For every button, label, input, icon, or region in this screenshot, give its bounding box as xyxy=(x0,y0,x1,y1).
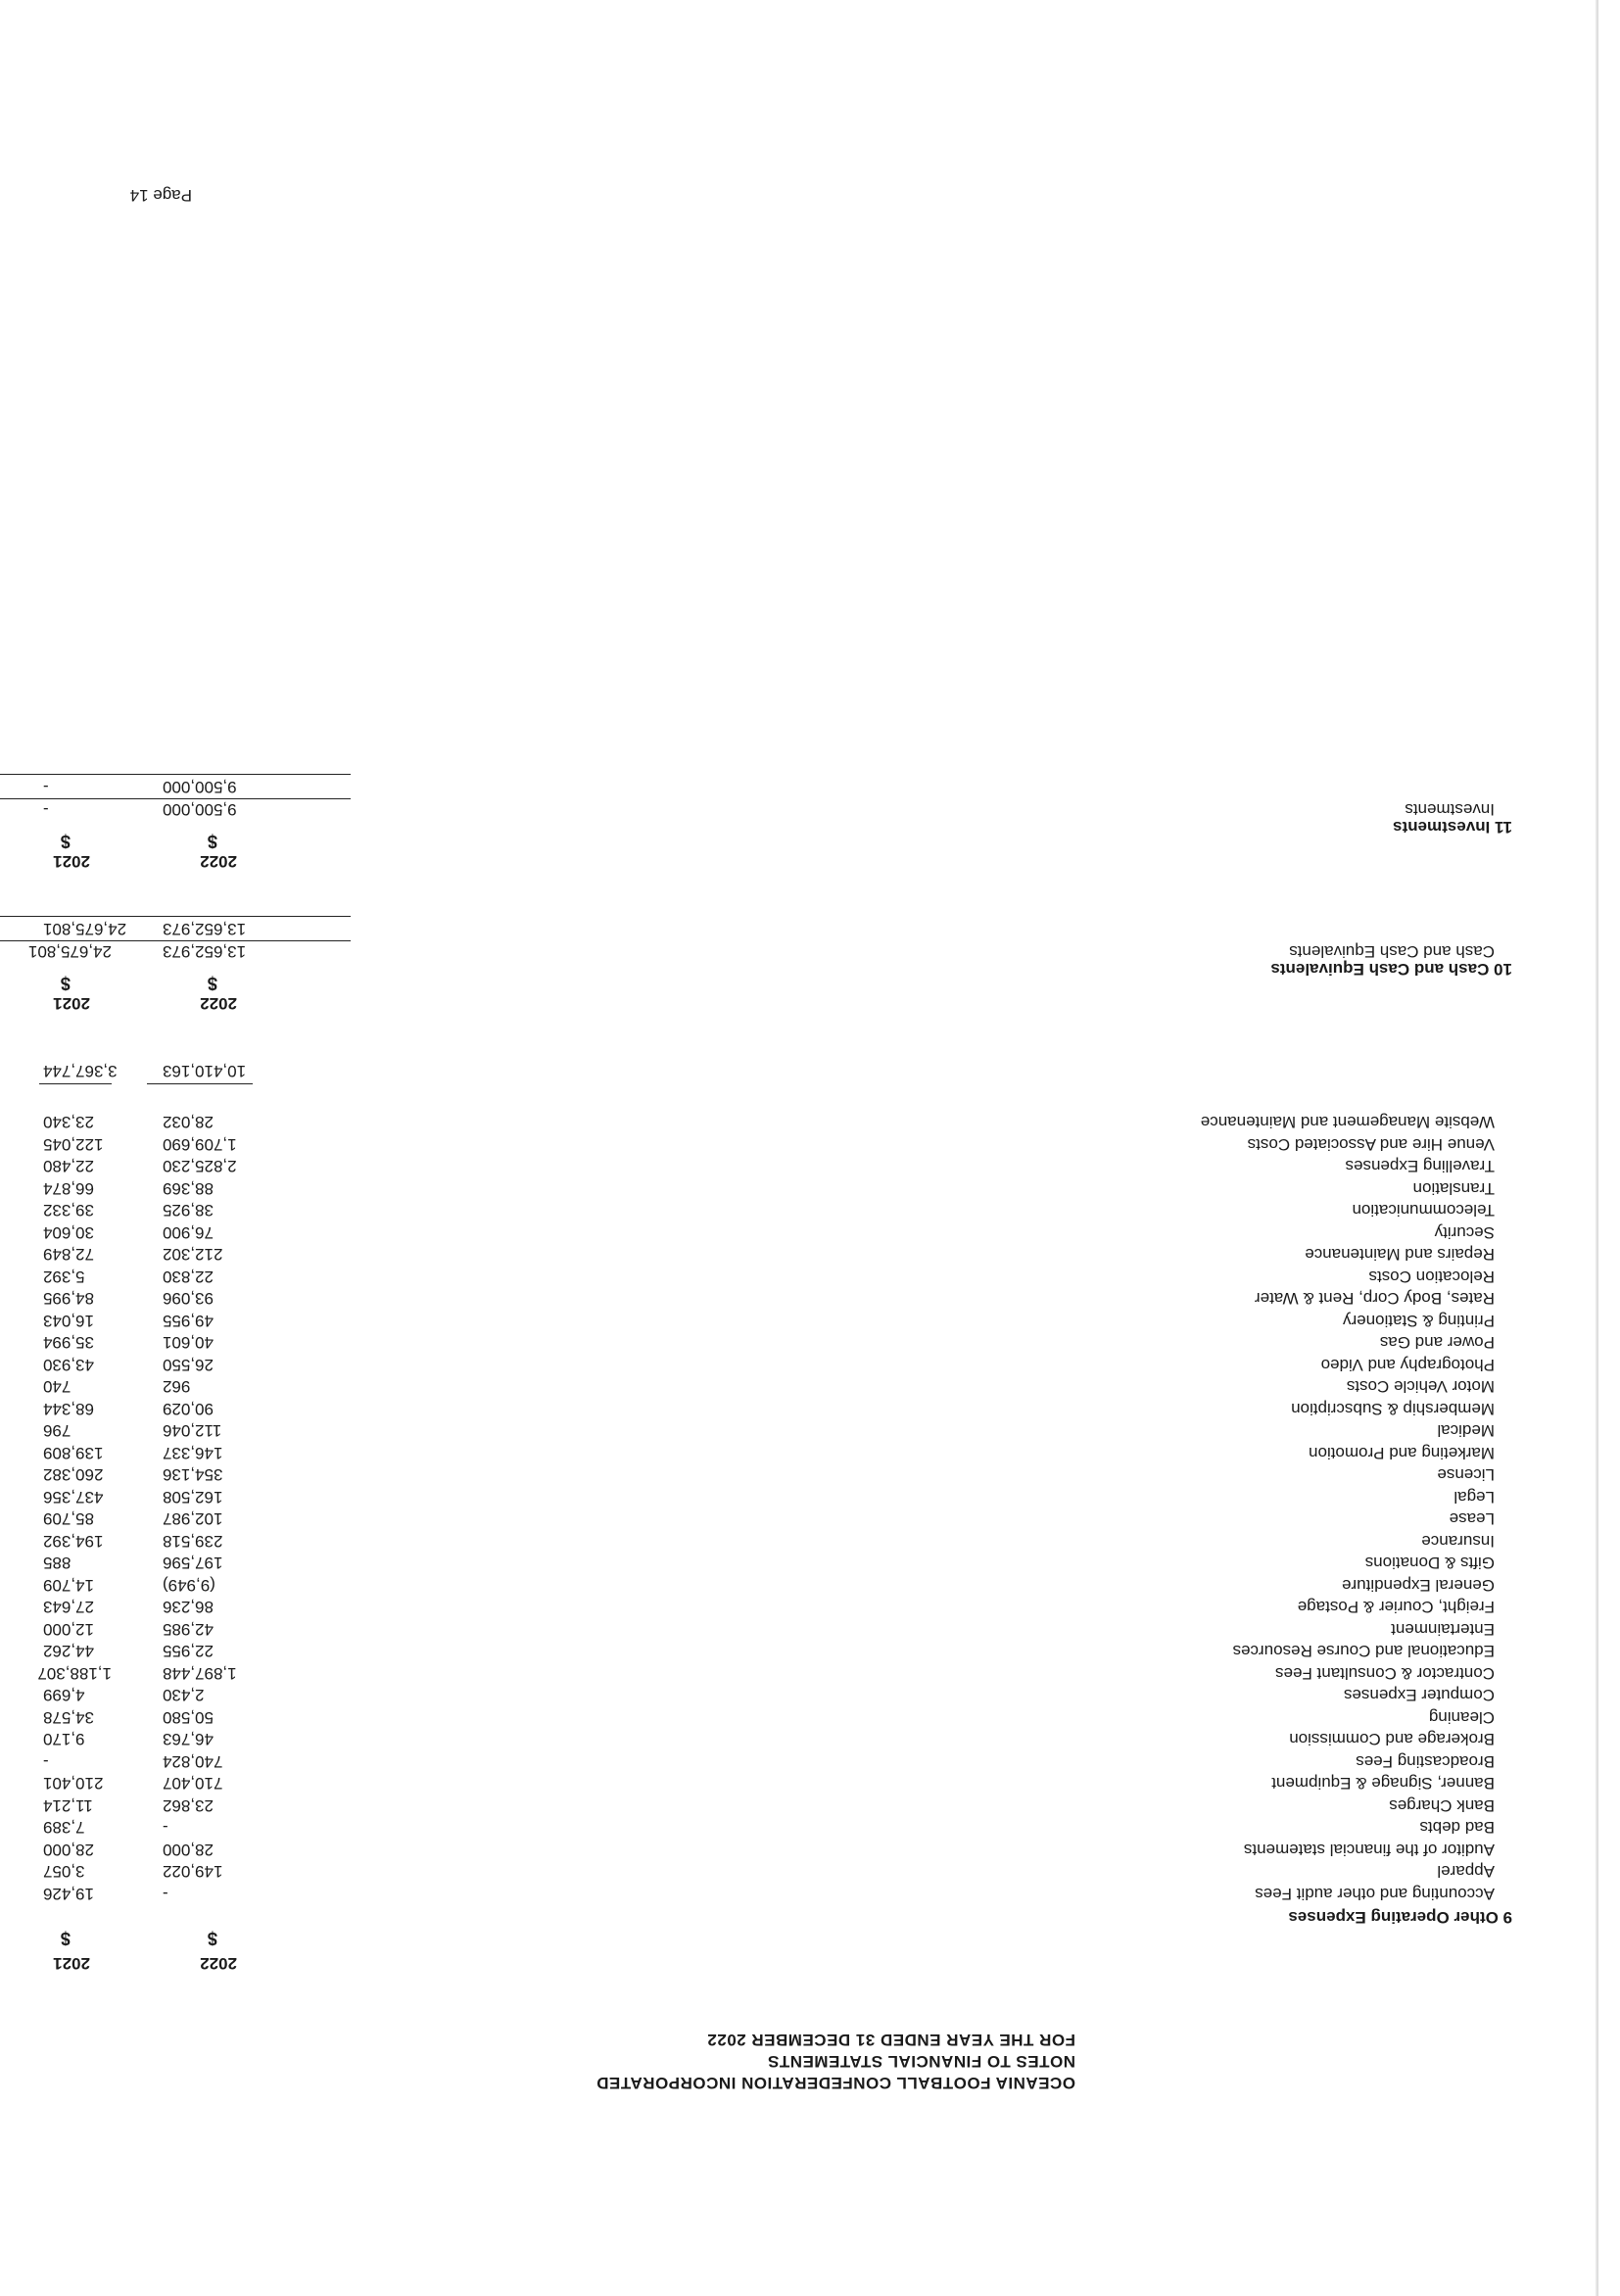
table-row xyxy=(43,1816,1512,1838)
table-row xyxy=(43,1309,1512,1330)
table-row xyxy=(43,1353,1512,1374)
row-label: Contractor & Consultant Fees xyxy=(1275,1664,1495,1683)
table-row xyxy=(43,1265,1512,1286)
row-value-2021: 12,000 xyxy=(43,1620,94,1639)
row-value-2022: 40,601 xyxy=(163,1333,214,1353)
row-value-2021: 740 xyxy=(43,1377,71,1397)
table-row xyxy=(43,1705,1512,1727)
note11-total-2021: - xyxy=(43,778,49,796)
row-label: Apparel xyxy=(1437,1862,1495,1882)
row-label: Accounting and other audit Fees xyxy=(1255,1885,1495,1903)
row-label: Travelling Expenses xyxy=(1345,1157,1495,1176)
row-value-2022: 2,430 xyxy=(163,1686,205,1705)
row-value-2022: 1,709,690 xyxy=(163,1135,237,1154)
table-row xyxy=(43,1684,1512,1705)
row-label: Venue Hire and Associated Costs xyxy=(1247,1135,1495,1154)
row-label: Legal xyxy=(1453,1488,1495,1507)
row-label: Brokerage and Commission xyxy=(1289,1730,1495,1749)
row-value-2021: 34,578 xyxy=(43,1708,94,1727)
table-row xyxy=(43,1155,1512,1176)
row-value-2022: (9,949) xyxy=(163,1576,215,1595)
row-label: Repairs and Maintenance xyxy=(1305,1245,1495,1265)
row-label: Motor Vehicle Costs xyxy=(1346,1377,1495,1397)
row-label: Gifts & Donations xyxy=(1364,1554,1495,1573)
row-label: Educational and Course Resources xyxy=(1232,1642,1495,1661)
row-value-2021: 16,043 xyxy=(43,1312,94,1330)
note11-total-2022: 9,500,000 xyxy=(163,778,237,796)
row-value-2022: 146,337 xyxy=(163,1444,223,1462)
row-value-2021: 43,930 xyxy=(43,1356,94,1374)
row-value-2022: 212,302 xyxy=(163,1245,223,1265)
row-value-2022: 86,236 xyxy=(163,1598,214,1617)
row-label: Telecommunication xyxy=(1352,1201,1495,1220)
row-value-2022: 50,580 xyxy=(163,1708,214,1727)
row-value-2021: 28,000 xyxy=(43,1841,94,1859)
table-row xyxy=(43,1640,1512,1661)
row-label: Freight, Courier & Postage xyxy=(1297,1598,1495,1617)
row-value-2022: 22,830 xyxy=(163,1268,214,1286)
row-label: Broadcasting Fees xyxy=(1356,1752,1495,1771)
row-value-2021: 210,401 xyxy=(43,1774,104,1794)
scan-edge-line xyxy=(1596,0,1598,2296)
row-label: Bank Charges xyxy=(1389,1796,1495,1815)
note10-rule-top xyxy=(0,940,351,941)
row-value-2021: 796 xyxy=(43,1421,71,1441)
row-value-2022: 90,029 xyxy=(163,1400,214,1418)
row-value-2021: 27,643 xyxy=(43,1598,94,1617)
note11-title: 11 Investments xyxy=(1393,818,1512,837)
note10-currency-2021: $ xyxy=(60,974,71,993)
table-row xyxy=(43,1220,1512,1242)
row-value-2022: 162,508 xyxy=(163,1488,223,1507)
note11-rule-top xyxy=(0,798,351,799)
row-value-2021: 24,675,801 xyxy=(27,942,112,961)
row-value-2021: 1,188,307 xyxy=(37,1664,112,1683)
table-row xyxy=(37,1661,1512,1683)
row-label: Printing & Stationery xyxy=(1343,1312,1495,1330)
row-value-2021: 194,392 xyxy=(43,1532,104,1551)
row-value-2021: 22,480 xyxy=(43,1157,94,1176)
note9-year-2022: 2022 xyxy=(200,1954,237,1973)
table-row xyxy=(43,1552,1512,1573)
row-value-2021: - xyxy=(43,1752,49,1771)
row-label: Website Management and Maintenance xyxy=(1200,1113,1495,1132)
row-label: Medical xyxy=(1437,1421,1495,1441)
row-value-2022: 76,900 xyxy=(163,1223,214,1242)
row-value-2021: 39,332 xyxy=(43,1201,94,1220)
note9-total-2021: 3,367,744 xyxy=(43,1062,118,1080)
table-row xyxy=(43,1772,1512,1794)
row-value-2021: 85,709 xyxy=(43,1509,94,1529)
row-label: Marketing and Promotion xyxy=(1309,1444,1495,1462)
row-value-2022: 962 xyxy=(163,1377,191,1397)
row-value-2021: - xyxy=(43,800,49,819)
note9-year-2021: 2021 xyxy=(53,1954,90,1973)
note9-rule-2022 xyxy=(147,1083,253,1084)
row-label: Translation xyxy=(1412,1179,1495,1198)
row-value-2022: 22,955 xyxy=(163,1642,214,1661)
row-value-2021: 437,356 xyxy=(43,1488,104,1507)
row-value-2022: 88,369 xyxy=(163,1179,214,1198)
table-row xyxy=(43,1529,1512,1551)
table-row xyxy=(43,1375,1512,1397)
table-row xyxy=(43,1617,1512,1639)
table-row xyxy=(43,1287,1512,1309)
row-value-2022: 112,046 xyxy=(163,1421,222,1441)
row-value-2022: 740,824 xyxy=(163,1752,223,1771)
table-row xyxy=(43,1860,1512,1882)
row-value-2021: 885 xyxy=(43,1554,71,1573)
row-value-2021: 7,389 xyxy=(43,1818,85,1838)
row-value-2022: 239,518 xyxy=(163,1532,223,1551)
note11-year-2021: 2021 xyxy=(53,852,90,871)
row-value-2022: 102,987 xyxy=(163,1509,223,1529)
table-row xyxy=(43,1176,1512,1198)
note10-year-2022: 2022 xyxy=(200,994,237,1013)
row-value-2022: 13,652,973 xyxy=(163,942,247,961)
table-row xyxy=(43,1331,1512,1353)
row-label: General Expenditure xyxy=(1342,1576,1495,1595)
note11-currency-2022: $ xyxy=(207,832,217,851)
row-label: Entertainment xyxy=(1391,1620,1495,1639)
note9-currency-2021: $ xyxy=(60,1929,71,1948)
row-value-2021: 122,045 xyxy=(43,1135,104,1154)
table-row xyxy=(27,939,1512,961)
table-row xyxy=(43,1463,1512,1485)
table-row xyxy=(43,797,1512,819)
row-label: Cash and Cash Equivalents xyxy=(1289,942,1495,961)
row-label: Investments xyxy=(1405,800,1495,819)
table-row xyxy=(43,1728,1512,1749)
table-row xyxy=(43,1838,1512,1859)
row-label: Rates, Body Corp, Rent & Water xyxy=(1254,1289,1495,1309)
row-value-2022: 354,136 xyxy=(163,1465,223,1485)
row-value-2021: 3,057 xyxy=(43,1862,85,1882)
note10-currency-2022: $ xyxy=(207,974,217,993)
table-row xyxy=(43,1749,1512,1771)
row-value-2022: 1,897,448 xyxy=(163,1664,237,1683)
row-value-2021: 5,392 xyxy=(43,1268,85,1286)
row-value-2021: 35,994 xyxy=(43,1333,94,1353)
row-label: Insurance xyxy=(1421,1532,1495,1551)
row-value-2021: 84,995 xyxy=(43,1289,94,1309)
row-label: Power and Gas xyxy=(1379,1333,1495,1353)
row-value-2021: 44,262 xyxy=(43,1642,94,1661)
row-label: Relocation Costs xyxy=(1368,1268,1495,1286)
row-value-2021: 9,170 xyxy=(43,1730,85,1749)
table-row xyxy=(43,1507,1512,1529)
row-value-2022: 26,550 xyxy=(163,1356,214,1374)
table-row xyxy=(43,1199,1512,1220)
row-value-2022: 2,825,230 xyxy=(163,1157,237,1176)
row-value-2022: 46,763 xyxy=(163,1730,214,1749)
row-value-2022: 23,862 xyxy=(163,1796,214,1815)
row-value-2021: 23,340 xyxy=(43,1113,94,1132)
table-row xyxy=(43,1485,1512,1507)
note10-rule-bottom xyxy=(0,916,351,917)
row-label: Bad debts xyxy=(1419,1818,1495,1838)
row-label: License xyxy=(1437,1465,1495,1485)
note9-currency-2022: $ xyxy=(207,1929,217,1948)
row-value-2022: 149,022 xyxy=(163,1862,223,1882)
row-value-2021: 139,809 xyxy=(43,1444,104,1462)
table-row xyxy=(43,1397,1512,1418)
document-header xyxy=(596,2029,1075,2093)
period-line: FOR THE YEAR ENDED 31 DECEMBER 2022 xyxy=(706,2031,1075,2049)
row-value-2022: 49,955 xyxy=(163,1312,214,1330)
note10-total-2021: 24,675,801 xyxy=(43,920,127,938)
note9-title: 9 Other Operating Expenses xyxy=(1288,1908,1512,1927)
table-row xyxy=(43,1794,1512,1815)
row-value-2022: 38,925 xyxy=(163,1201,214,1220)
table-row xyxy=(43,1573,1512,1595)
note10-year-2021: 2021 xyxy=(53,994,90,1013)
row-value-2021: 66,874 xyxy=(43,1179,94,1198)
row-value-2022: 28,032 xyxy=(163,1113,214,1132)
row-value-2022: 42,985 xyxy=(163,1620,214,1639)
row-value-2022: 197,596 xyxy=(163,1554,223,1573)
row-label: Security xyxy=(1434,1223,1495,1242)
row-value-2021: 30,604 xyxy=(43,1223,94,1242)
org-name: OCEANIA FOOTBALL CONFEDERATION INCORPORATED xyxy=(596,2074,1075,2092)
note11-rule-bottom xyxy=(0,774,351,775)
table-row xyxy=(43,1882,1512,1903)
table-row xyxy=(43,1243,1512,1265)
row-value-2022: - xyxy=(163,1818,168,1838)
row-label: Membership & Subscription xyxy=(1291,1400,1495,1418)
row-value-2022: 93,096 xyxy=(163,1289,214,1309)
row-value-2021: 11,214 xyxy=(43,1796,93,1815)
note10-total-2022: 13,652,973 xyxy=(163,920,247,938)
row-value-2021: 260,382 xyxy=(43,1465,104,1485)
note9-total-2022: 10,410,163 xyxy=(163,1062,247,1080)
table-row xyxy=(43,1419,1512,1441)
row-value-2022: 28,000 xyxy=(163,1841,214,1859)
page-number: Page 14 xyxy=(129,186,192,205)
note11-currency-2021: $ xyxy=(60,832,71,851)
table-row xyxy=(43,1111,1512,1132)
row-value-2021: 4,699 xyxy=(43,1686,85,1705)
note9-rule-2021 xyxy=(39,1083,112,1084)
row-label: Computer Expenses xyxy=(1343,1686,1495,1705)
row-label: Photography and Video xyxy=(1320,1356,1495,1374)
row-value-2021: 72,849 xyxy=(43,1245,94,1265)
row-value-2022: 9,500,000 xyxy=(163,800,237,819)
row-value-2021: 14,709 xyxy=(43,1576,94,1595)
row-value-2021: 19,426 xyxy=(43,1885,94,1903)
note10-title: 10 Cash and Cash Equivalents xyxy=(1270,960,1512,979)
row-label: Cleaning xyxy=(1428,1708,1495,1727)
table-row xyxy=(43,1441,1512,1462)
note11-year-2022: 2022 xyxy=(200,852,237,871)
row-value-2022: 710,407 xyxy=(163,1774,223,1794)
table-row xyxy=(43,1132,1512,1154)
row-label: Lease xyxy=(1449,1509,1495,1529)
row-label: Banner, Signage & Equipment xyxy=(1271,1774,1495,1794)
table-row xyxy=(43,1596,1512,1617)
doc-title: NOTES TO FINANCIAL STATEMENTS xyxy=(767,2052,1075,2071)
row-label: Auditor of the financial statements xyxy=(1243,1841,1495,1859)
row-value-2021: 68,344 xyxy=(43,1400,94,1418)
row-value-2022: - xyxy=(163,1885,168,1903)
